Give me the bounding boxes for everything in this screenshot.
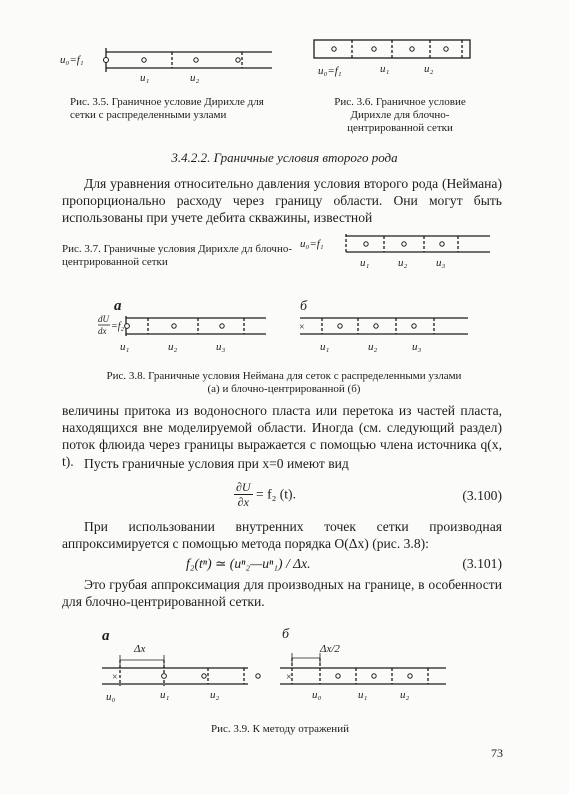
fig39b-step: Δx/2 [320,643,340,655]
fig39b-node-0: u₀ [312,689,322,701]
fig36-caption: Рис. 3.6. Граничное условие Дирихле для блочно-центрированной сетки [334,96,466,134]
fig37-node-2: u₂ [398,257,408,269]
fig39a-node-0: u₀ [106,691,116,703]
fig38a-node-2: u₂ [168,341,178,353]
fig35-node-2: u₂ [190,72,200,84]
fig38a-node-3: u₃ [216,341,226,353]
fig37-node-1: u₁ [360,257,370,269]
fig38a-bc-rhs: =f₂ [111,321,125,332]
eq101-text: f₂(tⁿ) ≃ (uⁿ₂—uⁿ₁) / Δx. [186,556,311,571]
fig38b-letter: б [300,299,308,314]
paragraph-5 [62,576,502,610]
fig38a-bc-den: dx [98,326,107,336]
figure-3-6 [312,36,472,80]
fig38a-letter: а [114,298,122,314]
eq101-label: (3.101) [462,556,502,571]
fig36-node-1: u₁ [380,63,390,75]
paragraph-3-text: Пусть граничные условия при x=0 имеют вид [84,456,349,471]
eq100-label: (3.100) [462,488,502,503]
fig38b-node-3: u₃ [412,341,422,353]
fig39a-node-2: u₂ [210,689,220,701]
paragraph-3 [62,455,502,472]
figure-3-5 [60,44,280,84]
paragraph-2-text: величины притока из водоносного пласта или перетока из частей пласта, находящихся вне моделируемой области. Иногда (см. следующий раздел) поток флюида через границы выражается с помощью члена источника q(x, t). [62,403,502,469]
fig39b-node-2: u₂ [400,689,410,701]
equation-3-100 [62,480,502,512]
figure-3-8a [96,296,276,356]
eq100-fraction [234,480,253,509]
fig35-node-1: u₁ [140,72,150,84]
paragraph-1 [62,175,502,226]
fig36-node-2: u₂ [424,63,434,75]
paragraph-5-text: Это грубая аппроксимация для производных на границе, в особенности для блочно-центрированной сетки. [62,577,502,609]
fig35-bc-label: u₀=f₁ [60,54,84,66]
fig39b-letter: б [282,627,290,642]
fig39b-node-1: u₁ [358,689,368,701]
figure-3-8b [296,296,476,356]
eq100-rhs: = f₂ (t). [256,486,296,502]
figure-3-7 [300,232,500,272]
page-number: 73 [491,746,503,760]
fig37-node-3: u₃ [436,257,446,269]
paragraph-4-text: При использовании внутренних точек сетки производная аппроксимируется с помощью метода порядка O(Δx) (рис. 3.8): [62,519,502,551]
fig36-bc-label: u₀=f₁ [318,65,342,77]
figure-3-9a [98,624,278,708]
fig38a-bc-num: dU [98,314,109,324]
fig39a-node-1: u₁ [160,689,170,701]
fig39-caption: Рис. 3.9. К методу отражений [211,723,349,735]
eq100-denominator: ∂x [237,495,249,509]
fig38b-node-1: u₁ [320,341,330,353]
fig37-caption: Рис. 3.7. Граничные условия Дирихле дл блочно-центрированной сетки [62,243,293,268]
fig37-bc-label: u₀=f₁ [300,238,324,250]
equation-3-101 [62,556,502,574]
fig38b-node-2: u₂ [368,341,378,353]
fig38a-node-1: u₁ [120,341,130,353]
paragraph-1-text: Для уравнения относительно давления условия второго рода (Неймана) пропорционально расходу через границу области. Они могут быть использованы при учете дебита скважины, известной [62,176,502,225]
svg-text:×: × [286,672,292,683]
svg-text:×: × [112,672,118,683]
eq100-numerator: ∂U [236,480,251,494]
figure-3-9b [276,624,456,708]
fig39a-letter: а [102,628,110,644]
fig38-caption: Рис. 3.8. Граничные условия Неймана для сеток с распределенными узлами (а) и блочно-центрированной (б) [106,370,462,395]
svg-text:×: × [299,322,305,333]
section-heading: 3.4.2.2. Граничные условия второго рода [171,150,398,165]
paragraph-4 [62,518,502,552]
fig35-caption: Рис. 3.5. Граничное условие Дирихле для сетки с распределенными узлами [70,96,264,121]
fig39a-step: Δx [134,643,146,655]
